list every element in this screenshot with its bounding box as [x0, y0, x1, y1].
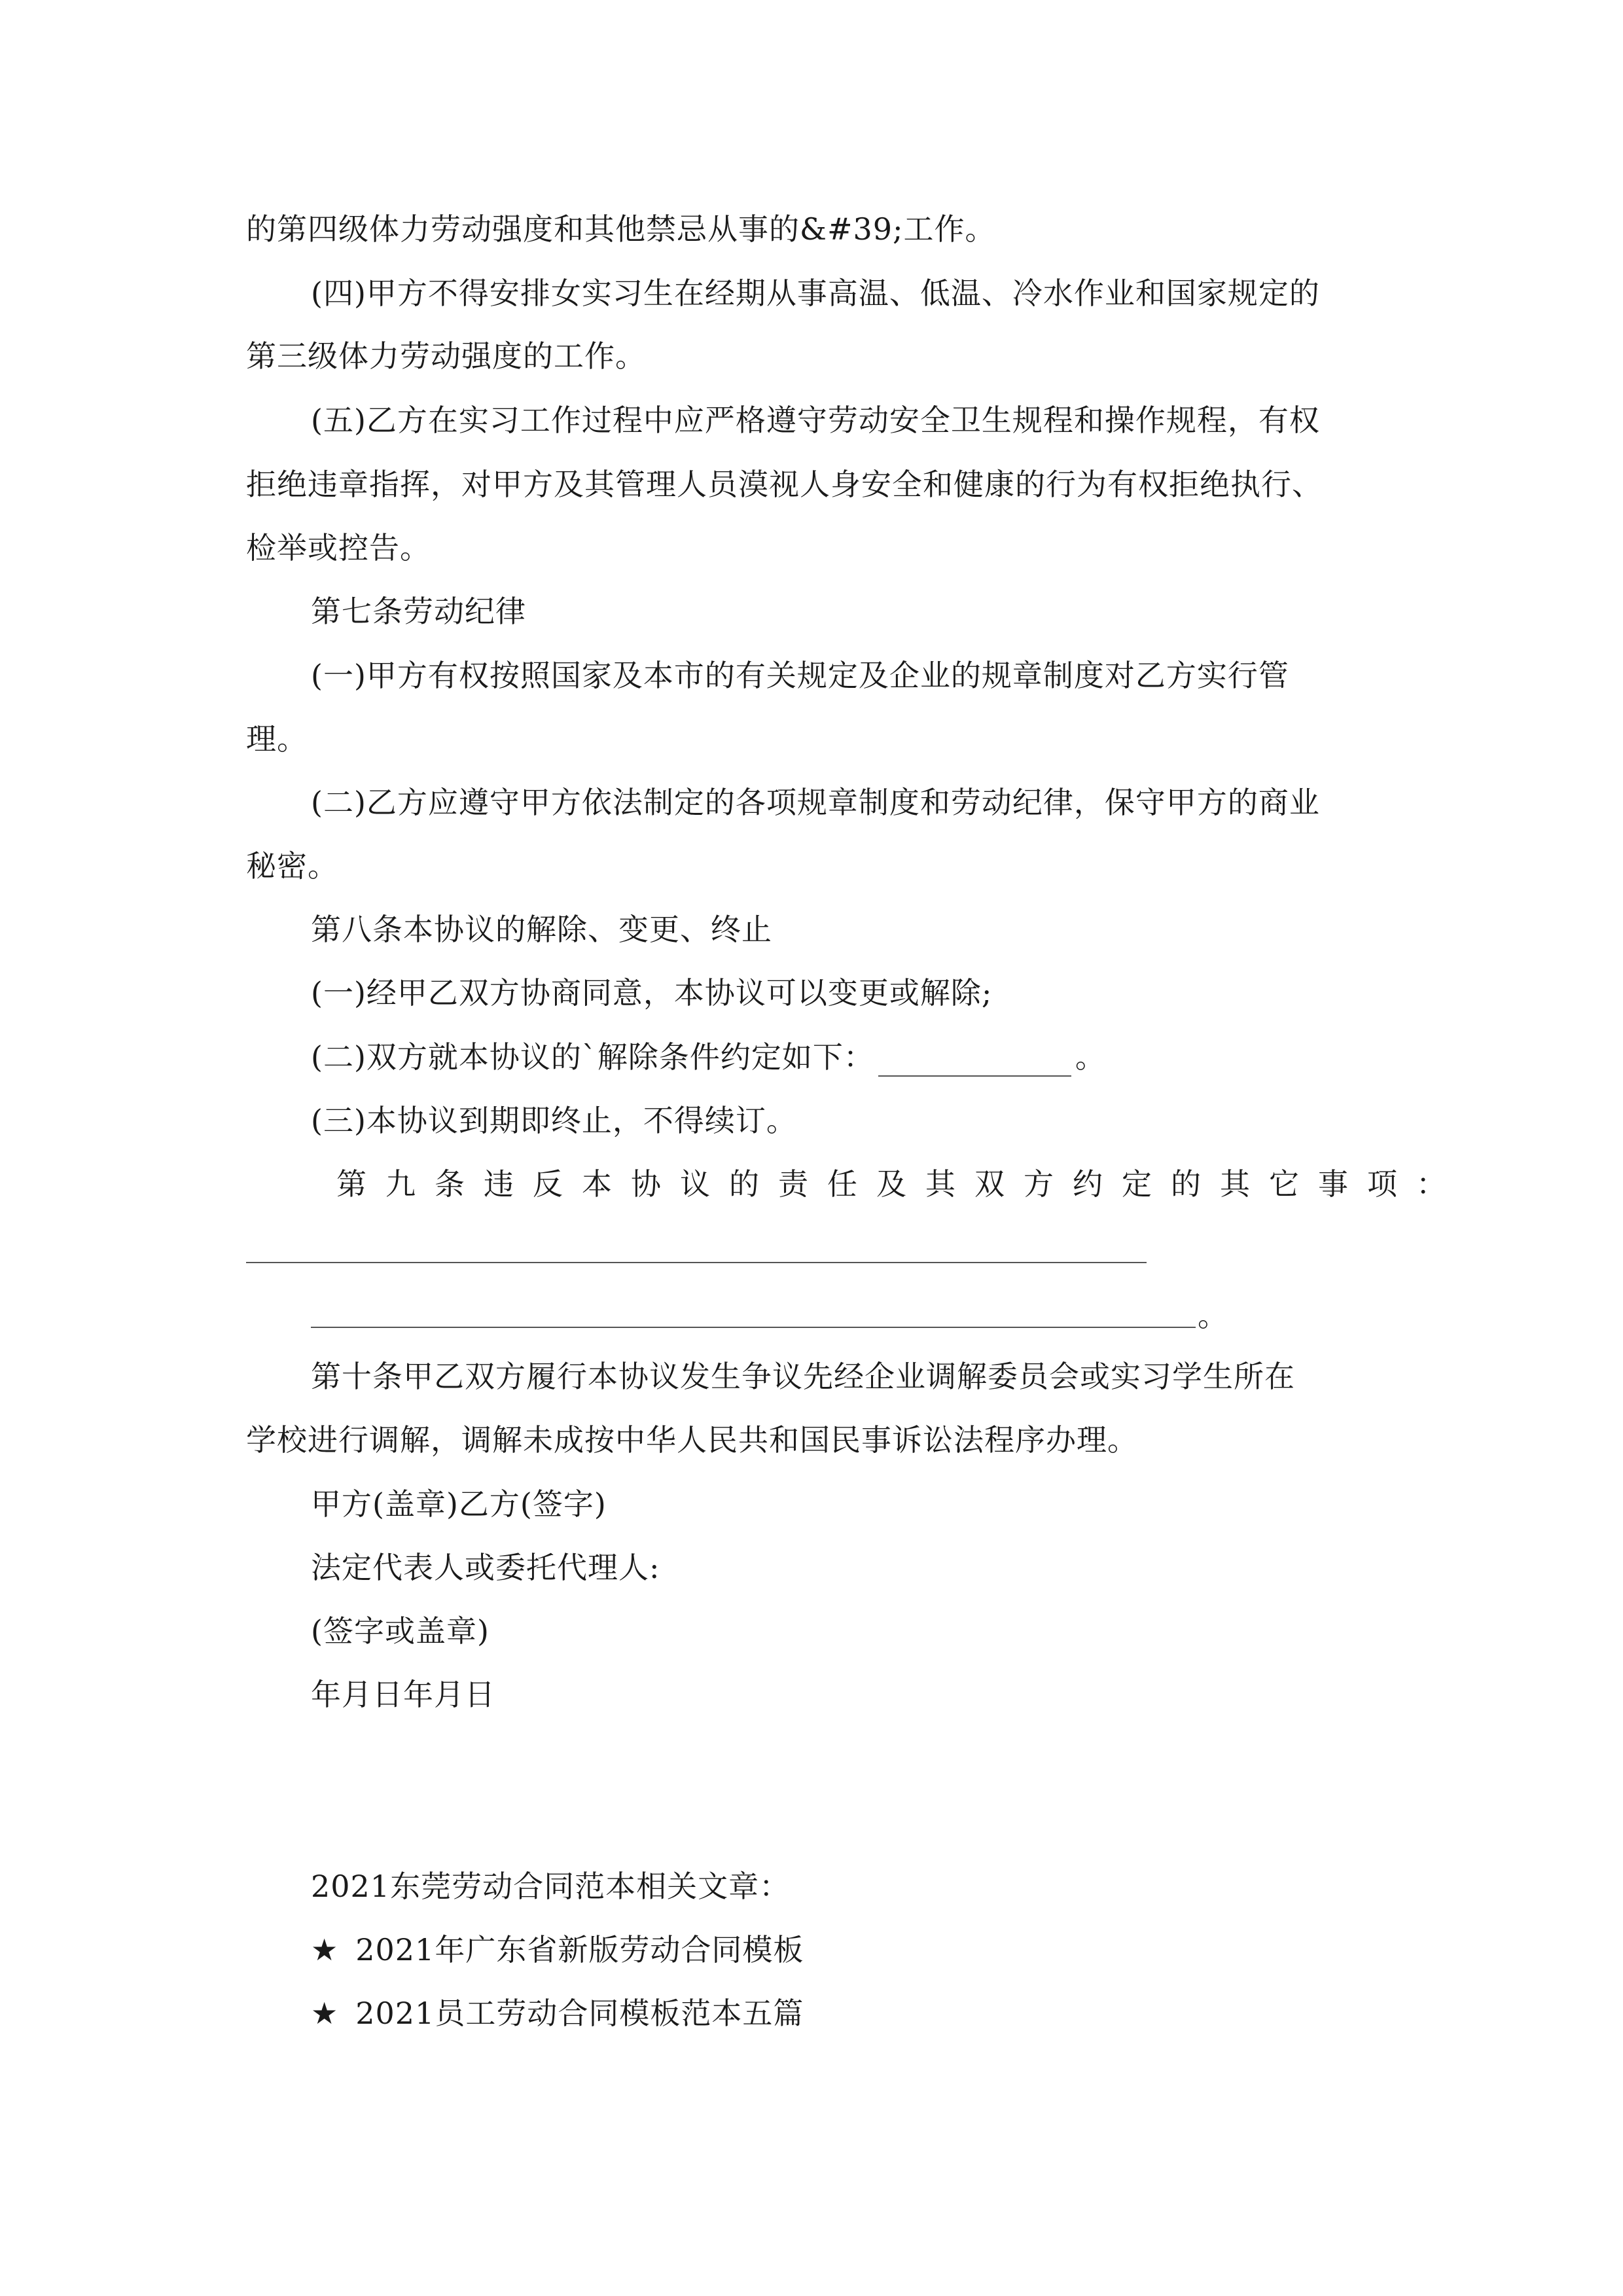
article-heading: 第八条本协议的解除、变更、终止	[311, 912, 772, 947]
signature-line: 甲方(盖章)乙方(签字)	[311, 1486, 607, 1522]
paragraph-line: 理。	[246, 721, 308, 757]
clause-text: (二)双方就本协议的`解除条件约定如下：	[311, 1039, 874, 1075]
line-end-mark: 。	[1198, 1298, 1228, 1333]
star-icon: ★	[311, 1932, 339, 1967]
paragraph-line	[311, 1037, 1106, 1077]
star-icon: ★	[311, 1996, 339, 2031]
related-link-label: 2021员工劳动合同模板范本五篇	[355, 1996, 804, 2031]
signature-line: (签字或盖章)	[311, 1613, 490, 1649]
date-line: 年月日年月日	[311, 1677, 495, 1712]
paragraph-line: 的第四级体力劳动强度和其他禁忌从事的&#39;工作。	[246, 211, 996, 247]
related-link[interactable]	[311, 1930, 804, 1969]
paragraph-line: (二)乙方应遵守甲方依法制定的各项规章制度和劳动纪律，保守甲方的商业	[311, 785, 1320, 820]
paragraph-line: 拒绝违章指挥，对甲方及其管理人员漠视人身安全和健康的行为有权拒绝执行、	[246, 467, 1323, 502]
paragraph-line: (四)甲方不得安排女实习生在经期从事高温、低温、冷水作业和国家规定的	[311, 276, 1320, 311]
related-heading: 2021东莞劳动合同范本相关文章：	[311, 1869, 791, 1904]
paragraph-line: (五)乙方在实习工作过程中应严格遵守劳动安全卫生规程和操作规程，有权	[311, 403, 1320, 438]
paragraph-line: 第十条甲乙双方履行本协议发生争议先经企业调解委员会或实习学生所在	[311, 1359, 1295, 1394]
paragraph-line: 学校进行调解，调解未成按中华人民共和国民事诉讼法程序办理。	[246, 1422, 1138, 1458]
related-link[interactable]	[311, 1994, 804, 2033]
article-heading: 第九条违反本协议的责任及其双方约定的其它事项：	[336, 1166, 1465, 1202]
signature-line: 法定代表人或委托代理人:	[311, 1550, 660, 1585]
fill-in-line	[311, 1327, 1196, 1328]
paragraph-line: (一)甲方有权按照国家及本市的有关规定及企业的规章制度对乙方实行管	[311, 658, 1289, 693]
fill-in-blank	[878, 1048, 1071, 1077]
paragraph-line: (三)本协议到期即终止，不得续订。	[311, 1103, 797, 1138]
related-link-label: 2021年广东省新版劳动合同模板	[355, 1932, 804, 1967]
paragraph-line: (一)经甲乙双方协商同意，本协议可以变更或解除;	[311, 975, 993, 1011]
article-heading: 第七条劳动纪律	[311, 594, 526, 629]
paragraph-line: 第三级体力劳动强度的工作。	[246, 338, 646, 374]
paragraph-line: 秘密。	[246, 848, 338, 884]
fill-in-line	[246, 1262, 1147, 1263]
clause-end: 。	[1075, 1039, 1106, 1075]
paragraph-line: 检举或控告。	[246, 530, 431, 565]
